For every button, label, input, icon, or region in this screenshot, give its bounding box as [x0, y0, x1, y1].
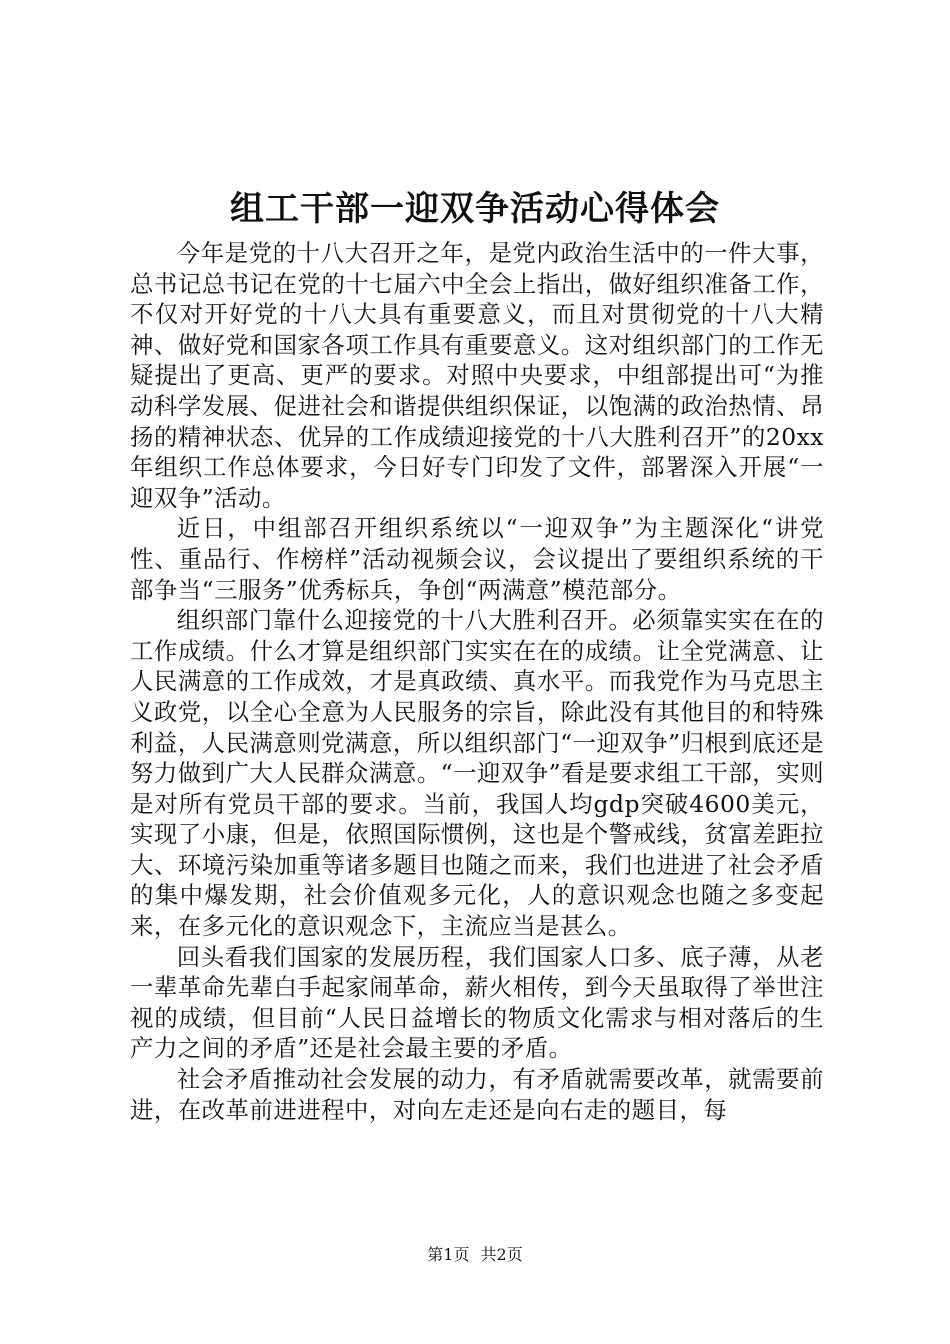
document-title: 组工干部一迎双争活动心得体会 [230, 189, 720, 229]
body-paragraph: 近日，中组部召开组织系统以“一迎双争”为主题深化“讲党性、重品行、作榜样”活动视频会议，会议提出了要组织系统的干部争当“三服务”优秀标兵，争创“两满意”模范部分。 [130, 514, 824, 604]
body-paragraph: 今年是党的十八大召开之年，是党内政治生活中的一件大事，总书记总书记在党的十七届六中全会上指出，做好组织准备工作，不仅对开好党的十八大具有重要意义，而且对贯彻党的十八大精神、做好党和国家各项工作具有重要意义。这对组织部门的工作无疑提出了更高、更严的要求。对照中央要求，中组部提出可“为推动科学发展、促进社会和谐提供组织保证，以饱满的政治热情、昂扬的精神状态、优异的工作成绩迎接党的十八大胜利召开”的20xx年组织工作总体要求，今日好专门印发了文件，部署深入开展“一迎双争”活动。 [130, 239, 824, 512]
body-paragraph: 社会矛盾推动社会发展的动力，有矛盾就需要改革，就需要前进，在改革前进进程中，对向左走还是向右走的题目，每 [130, 1065, 824, 1124]
document-body [130, 238, 824, 1125]
page-footer [0, 1244, 950, 1266]
page-number: 第1页 [427, 1245, 470, 1264]
body-paragraph: 回头看我们国家的发展历程，我们国家人口多、底子薄，从老一辈革命先辈白手起家闹革命，薪火相传，到今天虽取得了举世注视的成绩，但目前“人民日益增长的物质文化需求与相对落后的生产力之间的矛盾”还是社会最主要的矛盾。 [130, 942, 824, 1063]
page-total: 共2页 [480, 1245, 523, 1264]
body-paragraph: 组织部门靠什么迎接党的十八大胜利召开。必须靠实实在在的工作成绩。什么才算是组织部门实实在在的成绩。让全党满意、让人民满意的工作成效，才是真政绩、真水平。而我党作为马克思主义政党，以全心全意为人民服务的宗旨，除此没有其他目的和特殊利益，人民满意则党满意，所以组织部门“一迎双争”归根到底还是努力做到广大人民群众满意。“一迎双争”看是要求组工干部，实则是对所有党员干部的要求。当前，我国人均gdp突破4600美元，实现了小康，但是，依照国际惯例，这也是个警戒线，贫富差距拉大、环境污染加重等诸多题目也随之而来，我们也进进了社会矛盾的集中爆发期，社会价值观多元化，人的意识观念也随之多变起来，在多元化的意识观念下，主流应当是甚么。 [130, 606, 824, 941]
